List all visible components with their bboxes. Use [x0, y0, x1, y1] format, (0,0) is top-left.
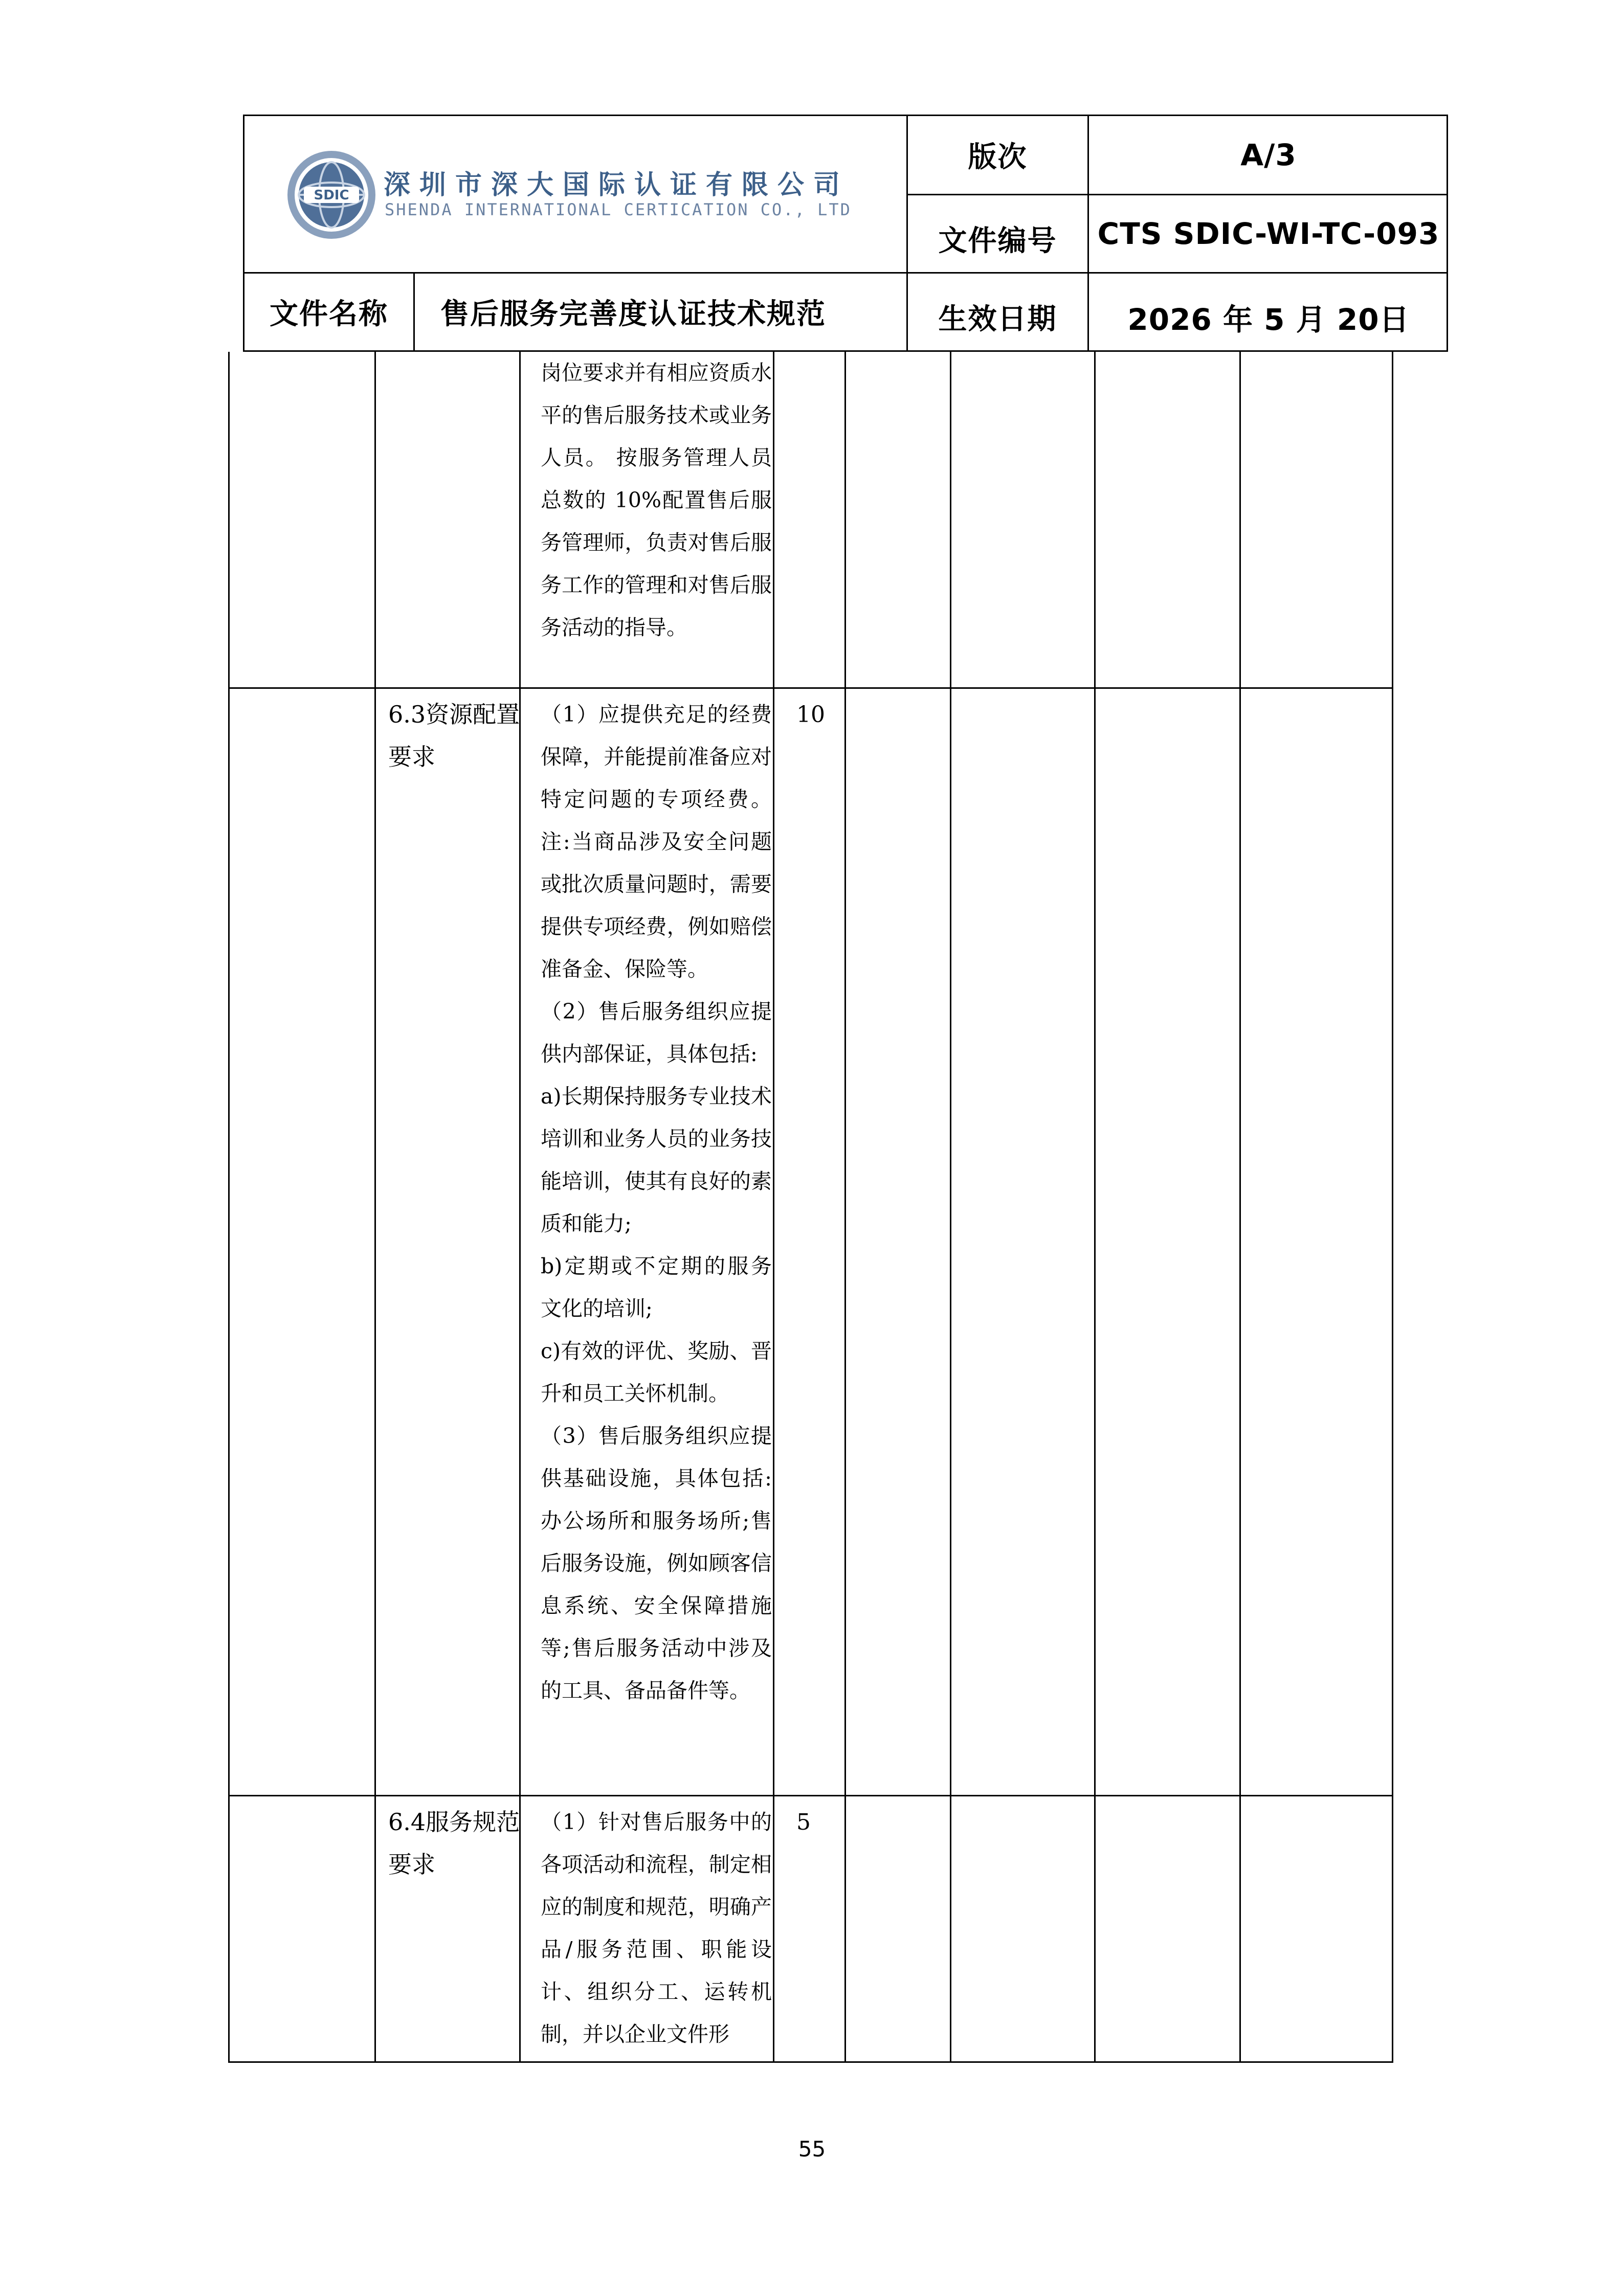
- column-divider: [374, 352, 376, 2061]
- assessment-table: [228, 352, 1393, 2063]
- requirement-text: （3）售后服务组织应提供基础设施，具体包括:办公场所和服务场所;售后服务设施，例如顾客信息系统、安全保障措施等;售后服务活动中涉及的工具、备品备件等。: [541, 1424, 772, 1703]
- requirement-text: （2）售后服务组织应提供内部保证，具体包括:: [541, 999, 772, 1066]
- row-divider: [230, 687, 1392, 689]
- doc-name-label: 文件名称: [270, 298, 388, 331]
- page-number: 55: [798, 2136, 826, 2162]
- document-header: [243, 115, 1448, 352]
- score-value: 5: [796, 1809, 811, 1835]
- requirement-text: 岗位要求并有相应资质水平的售后服务技术或业务人员。 按服务管理人员总数的 10%配置售后服务管理师，负责对售后服务工作的管理和对售后服务活动的指导。: [541, 361, 772, 640]
- table-row: [541, 693, 772, 1712]
- logo-text: SDIC: [314, 188, 349, 203]
- company-name-cn: 深圳市深大国际认证有限公司: [384, 170, 850, 200]
- column-divider: [1239, 352, 1241, 2061]
- company-name-en: SHENDA INTERNATIONAL CERTICATION CO., LTD: [385, 200, 852, 219]
- requirement-text: c)有效的评优、奖励、晋升和员工关怀机制。: [541, 1339, 772, 1406]
- globe-emblem-icon: [286, 150, 376, 240]
- company-logo: [244, 116, 894, 274]
- requirement-text: （1）应提供充足的经费保障，并能提前准备应对特定问题的专项经费。注:当商品涉及安全问题或批次质量问题时，需要提供专项经费，例如赔偿准备金、保险等。: [541, 702, 772, 981]
- version-value: A/3: [1240, 138, 1297, 172]
- requirement-text: （1）针对售后服务中的各项活动和流程，制定相应的制度和规范，明确产品/服务范围、职能设计、组织分工、运转机制，并以企业文件形: [541, 1810, 772, 2046]
- table-row: [541, 352, 772, 649]
- column-divider: [773, 352, 774, 2061]
- doc-name-value: 售后服务完善度认证技术规范: [440, 298, 826, 331]
- column-divider: [1094, 352, 1096, 2061]
- clause-label: 6.4服务规范要求: [388, 1808, 520, 1878]
- requirement-text: a)长期保持服务专业技术培训和业务人员的业务技能培训，使其有良好的素质和能力;: [541, 1084, 772, 1236]
- effective-date-value: 2026 年 5 月 20日: [1127, 302, 1410, 337]
- column-divider: [950, 352, 951, 2061]
- doc-number-label: 文件编号: [938, 224, 1057, 258]
- score-value: 10: [796, 702, 825, 728]
- effective-date-label: 生效日期: [938, 303, 1057, 336]
- clause-label: 6.3资源配置要求: [388, 701, 520, 771]
- row-divider: [230, 1795, 1392, 1796]
- table-row: [541, 1801, 772, 2056]
- doc-number-value: CTS SDIC-WI-TC-093: [1097, 216, 1440, 251]
- column-divider: [844, 352, 846, 2061]
- version-label: 版次: [968, 141, 1028, 174]
- requirement-text: b)定期或不定期的服务文化的培训;: [541, 1254, 772, 1321]
